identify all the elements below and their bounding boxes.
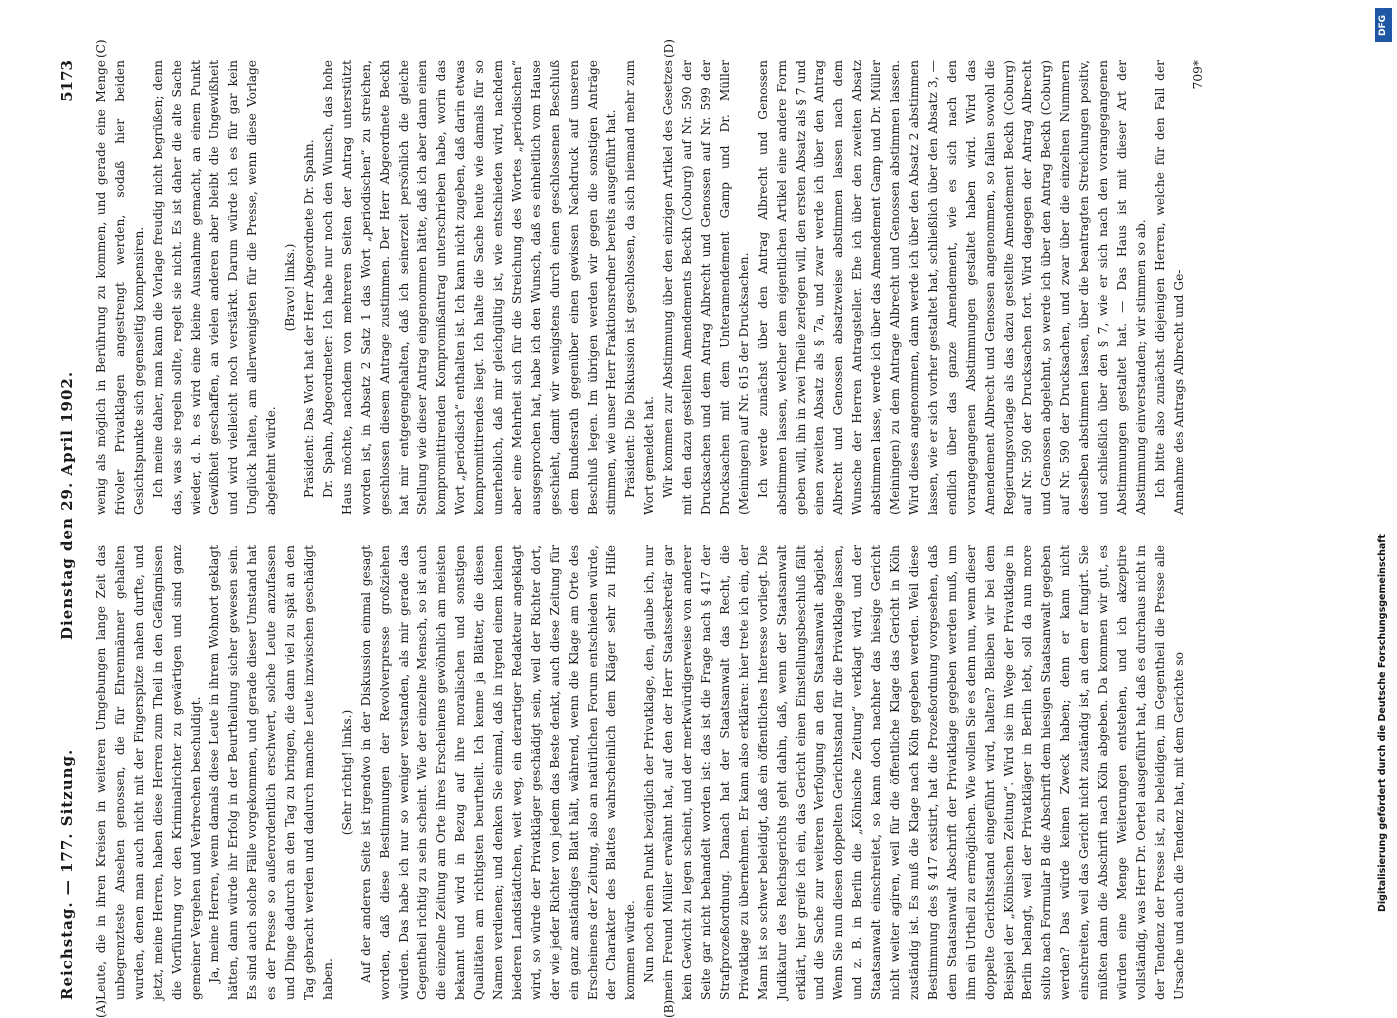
paragraph: Ich bitte also zunächst diejenigen Herren, welche für den Fall der Annahme des Antrags Albrecht und Ge- (1152, 60, 1186, 515)
rotated-page (50, 39, 1330, 1018)
margin-marker-b: (B) (662, 999, 676, 1018)
dfg-credit-text: Digitalisierung gefördert durch die Deutsche Forschungsgemeinschaft (1377, 534, 1388, 912)
header-page-number: 5173 (58, 60, 76, 102)
paragraph: Ich werde zunächst über den Antrag Albrecht und Genossen abstimmen lassen, welcher dem eigentlichen Artikel eine andere Form geben will, ihn in zwei Theile zerlegen will, den ersten Absatz als § 7 und einen zweiten Absatz als § 7a, und zwar werde ich über den Antrag Albrecht und Genossen absatzweise abstimmen lassen nach dem Wunsche der Herren Antragsteller. Ehe ich über den zweiten Absatz abstimmen lasse, werde ich über das Amendement Gamp und Dr. Müller (Meiningen) zu dem Antrage Albrecht und Genossen abstimmen lassen. Wird dieses angenommen, dann werde ich über den Absatz 2 abstimmen lassen, wie er sich vorher gestaltet hat, schließlich über den Absatz 3, — endlich über das ganze Amendement, wie es sich nach den vorangegangenen Abstimmungen gestaltet haben wird. Wird das Amendement Albrecht und Genossen angenommen, so fallen sowohl die Regierungsvorlage als das dazu gestellte Amendement Beckh (Coburg) auf Nr. 590 der Drucksachen fort. Wird dagegen der Antrag Albrecht und Genossen abgelehnt, so werde ich über den Antrag Beckh (Coburg) auf Nr. 590 der Drucksachen, und zwar über die einzelnen Nummern desselben abstimmen lassen, über die beantragten Streichungen positiv, und schließlich über den § 7, wie er sich nach den vorangegangenen Abstimmungen gestaltet hat. — Das Haus ist mit dieser Art der Abstimmung einverstanden; wir stimmen so ab. (755, 60, 1148, 515)
paragraph: wenig als möglich in Berührung zu kommen, und gerade eine Menge frivoler Privatklagen angestrengt werden, sodaß hier beiden Gesichtspunkte sich gegenseitig kompensiren. (94, 60, 146, 515)
paragraph: Ich meine daher, man kann die Vorlage freudig nicht begrüßen; denn das, was sie regeln sollte, regelt sie nicht. Es ist daher die alte Sache wieder, d. h. es wird eine kleine Ausnahme gemacht, an einem Punkt Gewißheit geschaffen, an vielen anderen aber bleibt die Ungewißheit und wird vielleicht noch verstärkt. Darum würde ich es für gar kein Unglück halten, am allerwenigsten für die Presse, wenn diese Vorlage abgelehnt würde. (150, 60, 279, 515)
margin-marker-d: (D) (662, 39, 676, 58)
paragraph: Dr. Spahn, Abgeordneter: Ich habe nur noch den Wunsch, das hohe Haus möchte, nachdem von mehreren Seiten der Antrag unterstützt worden ist, in Absatz 2 Satz 1 das Wort „periodischen“ zu streichen, geschlossen diesem Antrage zustimmen. Der Herr Abgeordnete Beckh hat mir entgegengehalten, daß ich seinerzeit persönlich die gleiche Stellung wie dieser Antrag eingenommen hätte, daß ich aber dann einen kompromittirenden Kompromißantrag unterschrieben habe, worin das Wort „periodisch“ enthalten ist. Ich kann nicht zugeben, daß darin etwas kompromittirendes liegt. Ich halte die Sache heute wie damals für so unerheblich, daß mir gleichgültig ist, wie entschieden wird, nachdem aber eine Mehrheit sich für die Streichung des Wortes „periodischen“ ausgesprochen hat, habe ich den Wunsch, daß es einheitlich vom Hause geschieht, damit wir wenigstens durch einen geschlossenen Beschluß dem Bundesrath gegenüber einen gewissen Nachdruck auf unseren Beschluß legen. Im übrigen werden wir gegen die sonstigen Anträge stimmen, wie unser Herr Fraktionsredner bereits ausgeführt hat. (320, 60, 619, 515)
page-header (50, 60, 90, 1000)
paragraph: Nun noch einen Punkt bezüglich der Privatklage, den, glaube ich, nur mein Freund Müller erwähnt hat, auf den der Herr Staatssekretär gar kein Gewicht zu legen scheint, und der merkwürdigerweise von anderer Seite gar nicht behandelt worden ist: das ist die Frage nach § 417 der Strafprozeßordnung. Danach hat der Staatsanwalt das Recht, die Privatklage zu übernehmen. Er kann also erklären: hier trete ich ein, der Mann ist so schwer beleidigt, daß ein öffentliches Interesse vorliegt. Die Judikatur des Reichsgerichts geht dahin, daß, wenn der Staatsanwalt erklärt, hier greife ich ein, das Gericht einen Einstellungsbeschluß fällt und die Sache zur weiteren Verfolgung an den Staatsanwalt abgiebt. Wenn Sie nun diesen doppelten Gerichtsstand für die Privatklage lassen, und z. B. in Berlin die „Kölnische Zeitung“ verklagt wird, und der Staatsanwalt einschreitet, so kann doch nachher das hiesige Gericht nicht weiter agiren, weil für die öffentliche Klage das Gericht in Köln zuständig ist. Es muß die Klage nach Köln gegeben werden. Weil diese Bestimmung des § 417 existirt, hat die Prozeßordnung vorgesehen, daß dem Staatsanwalt Abschrift der Privatklage gegeben werden muß, um ihm ein Urtheil zu ermöglichen. Wie wollen Sie es denn nun, wenn dieser doppelte Gerichtsstand eingeführt wird, halten? Bleiben wir bei dem Beispiel der „Kölnischen Zeitung“. Wird sie im Wege der Privatklage in Berlin belangt, weil der Privatkläger in Berlin lebt, soll da nun more solito nach Formular B die Abschrift dem hiesigen Staatsanwalt gegeben werden? Das würde keinen Zweck haben; denn er kann nicht einschreiten, weil das Gericht nicht zuständig ist, an dem er fungirt. Sie müßten dann die Abschrift nach Köln abgeben. Da kommen wir gut, es würden eine Menge Weiterungen entstehen, und ich akzeptire vollständig, was Herr Dr. Oertel ausgeführt hat, daß es durchaus nicht in der Tendenz der Presse ist, zu beleidigen, im Gegentheil die Presse alle Ursache und auch die Tendenz hat, mit dem Gerichte so (642, 545, 1186, 1000)
text-column-left (92, 545, 1189, 1000)
paragraph: Wir kommen zur Abstimmung über den einzigen Artikel des Gesetzes mit den dazu gestellten Amendements Beckh (Coburg) auf Nr. 590 der Drucksachen und dem Antrag Albrecht und Genossen auf Nr. 599 der Drucksachen mit dem Unteramendement Gamp und Dr. Müller (Meiningen) auf Nr. 615 der Drucksachen. (661, 60, 751, 515)
header-date: Dienstag den 29. April 1902. (58, 370, 76, 640)
interjection: (Bravo! links.) (283, 243, 298, 332)
paragraph: Präsident: Die Diskussion ist geschlossen, da sich niemand mehr zum Wort gemeldet hat. (623, 60, 657, 515)
dfg-logo: DFG (1375, 8, 1392, 42)
margin-marker-a: (A) (94, 999, 108, 1018)
text-column-right (92, 60, 1207, 515)
footer-mark: 709* (1190, 60, 1205, 90)
paragraph: Leute, die in ihren Kreisen in weiteren Umgebungen lange Zeit das unbegrenzteste Ansehen genossen, die für Ehrenmänner gehalten wurden, denen man auch nicht mit der Fingerspitze nahen durfte, und jetzt, meine Herren, haben diese Herren zum Theil in den Gefängnissen die Vorführung vor den Kriminalrichter zu gewärtigen und sind ganz gemeiner Vergehen und Verbrechen beschuldigt. (94, 545, 203, 1000)
header-session: Reichstag. — 177. Sitzung. (58, 748, 76, 1000)
paragraph: Ja, meine Herren, wenn damals diese Leute in ihrem Wohnort geklagt hätten, dann würde ihr Erfolg in der Beurtheilung sicher gewesen sein. Es sind auch solche Fälle vorgekommen, und gerade dieser Umstand hat es der Presse so außerordentlich erschwert, solche Leute anzufassen und Dinge dadurch an den Tag zu bringen, die dann viel zu spät an den Tag gebracht werden und dadurch manche Leute inzwischen geschädigt haben. (207, 545, 335, 1000)
interjection: (Sehr richtig! links.) (339, 709, 354, 836)
paragraph: Auf der anderen Seite ist irgendwo in der Diskussion einmal gesagt worden, daß diese Bestimmungen der Revolverpresse großziehen würden. Das habe ich nur so weniger verstanden, als mir gerade das Gegentheil richtig zu sein scheint. Wie der einzelne Mensch, so ist auch die einzelne Zeitung am Orte ihres Erscheinens gewöhnlich am meisten bekannt und wird in Bezug auf ihre moralischen und sonstigen Qualitäten am richtigsten beurtheilt. Ich kenne ja Blätter, die diesen Namen verdienen; und denken Sie einmal, daß in irgend einem kleinen biederen Landstädtchen, weit weg, ein derartiger Redakteur angeklagt wird, so würde der Privatkläger geschädigt sein, weil der Richter dort, der wie jeder Richter von jedem das Beste denkt, auch diese Zeitung für ein ganz anständiges Blatt hält, während, wenn die Klage am Orte des Erscheinens der Zeitung, also an natürlichen Forum entschieden würde, der Charakter des Blattes wahrscheinlich dem Kläger sehr zu Hilfe kommen würde. (358, 545, 638, 1000)
margin-marker-c: (C) (94, 39, 108, 58)
paragraph: Präsident: Das Wort hat der Herr Abgeordnete Dr. Spahn. (301, 139, 316, 498)
digitization-credit (1372, 0, 1397, 1000)
